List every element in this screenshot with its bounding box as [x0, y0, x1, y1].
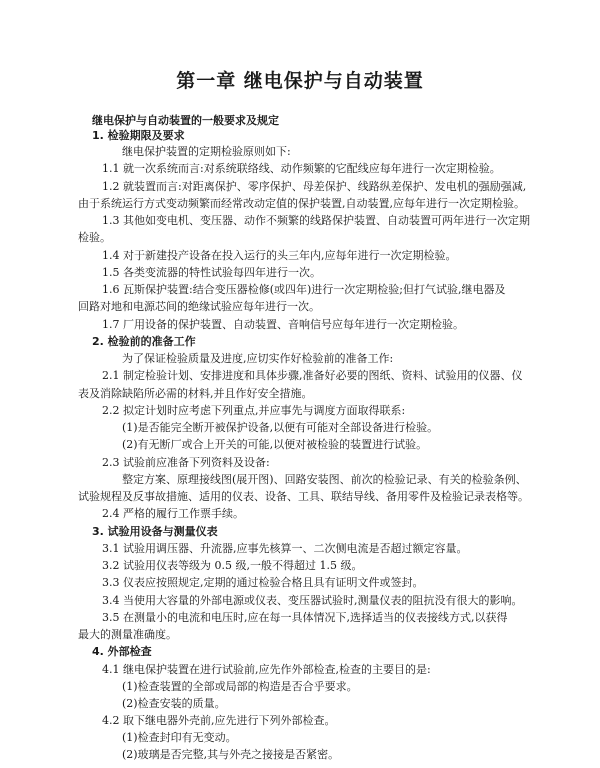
list-item: (1)检查装置的全部或局部的构造是否合乎要求。	[122, 680, 358, 693]
paragraph: 4.1 继电保护装置在进行试验前,应先作外部检查,检查的主要目的是:	[102, 663, 431, 676]
list-item: (1)是否能完全断开被保护设备,以便有可能对全部设备进行检验。	[122, 421, 439, 434]
paragraph: 2.2 拟定计划时应考虑下列重点,并应事先与调度方面取得联系:	[102, 404, 406, 417]
heading-2: 2. 检验前的准备工作	[92, 335, 196, 348]
paragraph: 1.2 就装置而言:对距离保护、零序保护、母差保护、线路纵差保护、发电机的强励强减,	[102, 180, 527, 193]
section-title: 继电保护与自动装置的一般要求及规定	[92, 114, 279, 127]
heading-4: 4. 外部检查	[92, 645, 152, 658]
paragraph: 试验规程及反事故措施、适用的仪表、设备、工具、联结导线、备用零件及检验记录表格等。	[78, 490, 529, 503]
paragraph: 3.4 当使用大容量的外部电源或仪表、变压器试验时,测量仪表的阻抗没有很大的影响。	[102, 594, 523, 607]
list-item: (2)检查安装的质量。	[122, 697, 226, 710]
paragraph: 1.4 对于新建投产设备在投入运行的头三年内,应每年进行一次定期检验。	[102, 249, 457, 262]
paragraph: 回路对地和电源芯间的绝缘试验应每年进行一次。	[78, 300, 320, 313]
paragraph: 1.1 就一次系统而言:对系统联络线、动作频繁的它配线应每年进行一次定期检验。	[102, 162, 501, 175]
paragraph: 1.3 其他如变电机、变压器、动作不频繁的线路保护装置、自动装置可两年进行一次定期	[102, 214, 530, 227]
heading-1: 1. 检验期限及要求	[92, 129, 185, 142]
heading-3: 3. 试验用设备与测量仪表	[92, 525, 218, 538]
paragraph: 最大的测量准确度。	[78, 628, 177, 641]
paragraph: 表及消除缺陷所必需的材料,并且作好安全措施。	[78, 387, 313, 400]
paragraph: 1.6 瓦斯保护装置:结合变压器检修(或四年)进行一次定期检验;但打气试验,继电器及	[102, 283, 506, 296]
paragraph: 3.3 仪表应按照规定,定期的通过检验合格且具有证明文件或签封。	[102, 576, 424, 589]
paragraph: 由于系统运行方式变动频繁而经常改动定值的保护装置,自动装置,应每年进行一次定期检验。	[78, 197, 525, 210]
paragraph: 2.4 严格的履行工作票手续。	[102, 507, 244, 520]
paragraph: 1.5 各类变流器的特性试验每四年进行一次。	[102, 266, 321, 279]
paragraph: 3.5 在测量小的电流和电压时,应在每一具体情况下,选择适当的仪表接线方式,以获得	[102, 611, 508, 624]
paragraph: 4.2 取下继电器外壳前,应先进行下列外部检查。	[102, 714, 336, 727]
paragraph: 2.1 制定检验计划、安排进度和具体步骤,准备好必要的图纸、资料、试验用的仪器、仪	[102, 369, 523, 382]
paragraph: 3.2 试验用仪表等级为 0.5 级,一般不得超过 1.5 级。	[102, 559, 363, 572]
list-item: (2)玻璃是否完整,其与外壳之接接是否紧密。	[122, 748, 340, 761]
paragraph: 检验。	[78, 231, 111, 244]
paragraph: 1.7 厂用设备的保护装置、自动装置、音响信号应每年进行一次定期检验。	[102, 318, 464, 331]
paragraph: 整定方案、原理接线图(展开图)、回路安装图、前次的检验记录、有关的检验条例、	[122, 473, 527, 486]
chapter-title: 第一章 继电保护与自动装置	[176, 70, 424, 92]
paragraph: 3.1 试验用调压器、升流器,应事先核算一、二次侧电流是否超过额定容量。	[102, 542, 468, 555]
paragraph: 为了保证检验质量及进度,应切实作好检验前的准备工作:	[122, 352, 394, 365]
paragraph: 继电保护装置的定期检验原则如下:	[122, 145, 291, 158]
list-item: (1)检查封印有无变动。	[122, 731, 237, 744]
list-item: (2)有无断厂或合上开关的可能,以便对被检验的装置进行试验。	[122, 438, 428, 451]
paragraph: 2.3 试验前应准备下列资料及设备:	[102, 456, 270, 469]
